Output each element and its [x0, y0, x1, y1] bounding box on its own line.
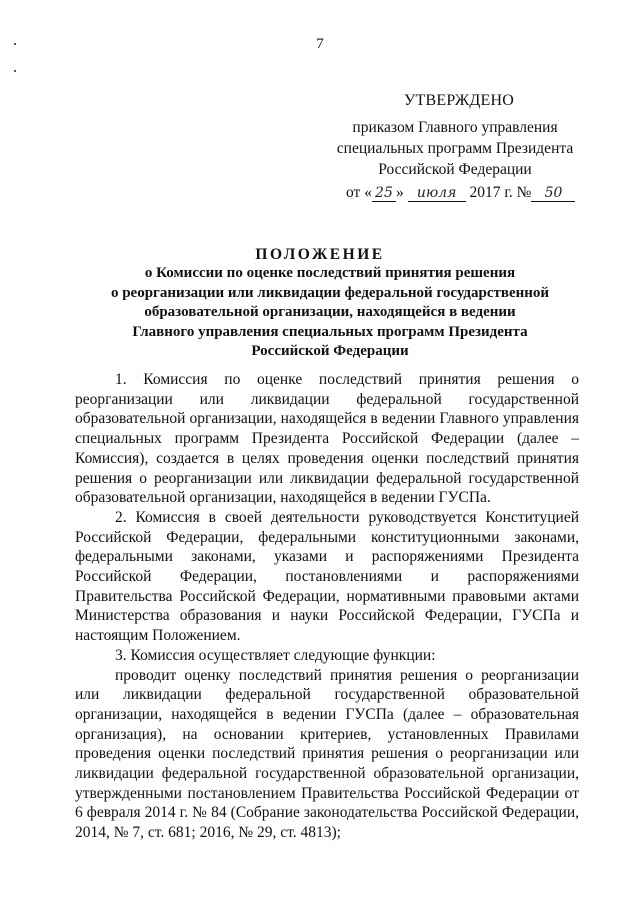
- approval-order-date: [346, 184, 575, 202]
- scan-mark: [14, 70, 16, 72]
- document-body: [75, 370, 579, 843]
- paragraph-1: 1. Комиссия по оценке последствий принятия решения о реорганизации или ликвидации федеральной государственной образовательной организации, находящейся в ведении Главного управления специальных программ Президента Российской Федерации (далее – Комиссия), создается в целях проведения оценки последствий принятия решения о реорганизации или ликвидации федеральной государственной образовательной организации, находящейся в ведении ГУСПа.: [75, 371, 579, 507]
- order-number: 50: [531, 185, 575, 202]
- document-subtitle: [90, 264, 570, 362]
- paragraph-3: 3. Комиссия осуществляет следующие функции:: [115, 646, 436, 664]
- order-month: июля: [408, 185, 466, 202]
- order-day: 25: [372, 185, 396, 202]
- subtitle-line: Главного управления специальных программ Президента: [132, 323, 528, 340]
- order-mid: »: [395, 184, 404, 201]
- approval-title: УТВЕРЖДЕНО: [404, 92, 515, 109]
- subtitle-line: Российской Федерации: [251, 343, 409, 359]
- order-prefix: от «: [346, 184, 372, 201]
- approval-order-line: специальных программ Президента: [336, 140, 574, 157]
- approval-order-block: [320, 117, 590, 180]
- paragraph-3-item-1: проводит оценку последствий принятия решения о реорганизации или ликвидации федеральной государственной образовательной организации, находящейся в ведении ГУСПа (далее – образовательная организация), на основании критериев, установленных Правилами проведения оценки последствий принятия решения о реорганизации или ликвидации федеральной государственной образовательной организации, утвержденными постановлением Правительства Российской Федерации от 6 февраля 2014 г. № 84 (Собрание законодательства Российской Федерации, 2014, № 7, ст. 681; 2016, № 29, ст. 4813);: [75, 666, 579, 842]
- subtitle-line: о Комиссии по оценке последствий принятия решения: [144, 265, 516, 281]
- approval-order-line: приказом Главного управления: [352, 119, 558, 136]
- page-number: 7: [316, 36, 324, 52]
- approval-order-line: Российской Федерации: [378, 161, 532, 178]
- order-year: 2017 г. №: [469, 184, 532, 201]
- paragraph-2: 2. Комиссия в своей деятельности руководствуется Конституцией Российской Федерации, федеральными конституционными законами, федеральными законами, указами и распоряжениями Президента Российской Федерации, постановлениями и распоряжениями Правительства Российской Федерации, нормативными правовыми актами Министерства образования и науки Российской Федерации, ГУСПа и настоящим Положением.: [75, 508, 579, 645]
- subtitle-line: образовательной организации, находящейся в ведении: [144, 304, 516, 320]
- document-title: ПОЛОЖЕНИЕ: [255, 246, 385, 263]
- subtitle-line: о реорганизации или ликвидации федеральной государственной: [110, 284, 550, 301]
